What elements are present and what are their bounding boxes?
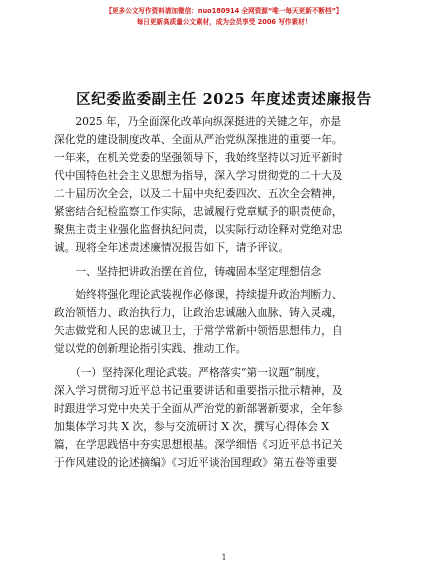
page-number: 1 (221, 553, 227, 562)
intro-line: 紧密结合纪检监察工作实际，忠诚履行党章赋予的职责使命， (54, 204, 343, 218)
subsection-1-paragraph (54, 364, 398, 472)
promo-banner (0, 6, 448, 28)
document-title: 区纪委监委副主任 2025 年度述责述廉报告 (76, 91, 372, 108)
subsection-1-line: 时跟进学习党中央关于全面从严治党的新部署新要求，全年参 (54, 402, 343, 416)
intro-line: 2025 年，乃全面深化改革向纵深挺进的关键之年，亦是 (54, 115, 342, 128)
section-heading: 一、坚持把讲政治摆在首位，铸魂固本坚定理想信念 (54, 264, 322, 278)
section-1-line: 政治领悟力、政治执行力，让政治忠诚融入血脉、铸入灵魂， (54, 306, 343, 320)
promo-banner-line-1: 【更多公文写作资料请加微信：nuo180914 全网资源“唯一每天更新不断档”】 (105, 7, 343, 15)
section-1-line: 觉以党的创新理论指引实践、推动工作。 (54, 342, 247, 356)
subsection-1-line: 于作风建设的论述摘编》《习近平谈治国理政》第五卷等重要 (54, 455, 338, 469)
intro-paragraph (54, 113, 398, 257)
intro-line: 诚。现将全年述责述廉情况报告如下，请予评议。 (54, 240, 290, 254)
section-1-line: 始终将强化理论武装视作必修课，持续提升政治判断力、 (54, 288, 343, 302)
subsection-1-line: （一）坚持深化理论武装。严格落实“第一议题”制度， (54, 366, 327, 380)
intro-line: 一年来，在机关党委的坚强领导下，我始终坚持以习近平新时 (54, 150, 343, 164)
intro-line: 聚焦主责主业强化监督执纪问责，以实际行动诠释对党绝对忠 (54, 222, 343, 236)
intro-line: 深化党的建设制度改革、全面从严治党纵深推进的重要一年。 (54, 132, 343, 146)
subsection-1-line: 篇，在学思践悟中夯实思想根基。深学细悟《习近平总书记关 (54, 437, 343, 451)
subsection-1-line: 加集体学习共 X 次，参与交流研讨 X 次，撰写心得体会 X (54, 420, 329, 433)
promo-banner-line-2: 每日更新高质量公文素材，成为会员享受 2006 写作素材！ (136, 18, 312, 26)
document-body (54, 113, 398, 472)
section-1-paragraph (54, 286, 398, 358)
intro-line: 代中国特色社会主义思想为指导，深入学习贯彻党的二十大及 (54, 168, 343, 182)
section-1-line: 矢志做党和人民的忠诚卫士，于常学常新中领悟思想伟力，自 (54, 324, 343, 338)
subsection-1-line: 深入学习贯彻习近平总书记重要讲话和重要指示批示精神，及 (54, 384, 343, 398)
intro-line: 二十届历次全会，以及二十届中央纪委四次、五次全会精神， (54, 186, 343, 200)
